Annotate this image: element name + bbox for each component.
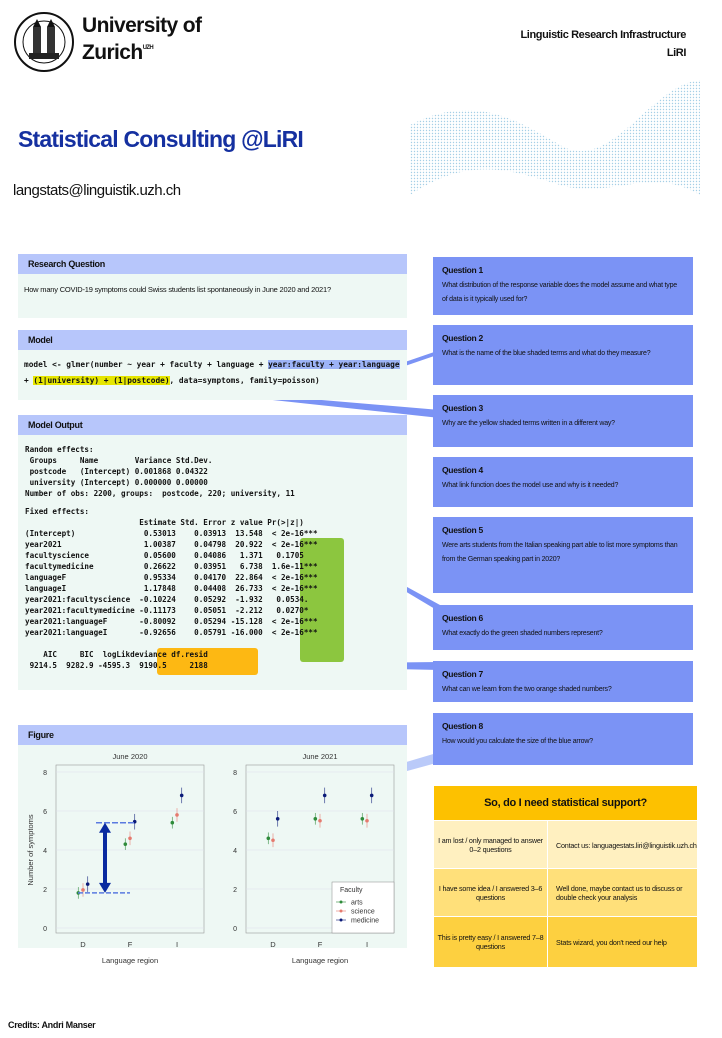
std-error: 0.05051 [194,606,227,615]
question-title: Question 5 [442,525,483,535]
data-point-medicine [370,794,374,798]
y-tick-label: 0 [43,926,47,933]
x-tick-label: F [317,940,323,949]
legend-label: medicine [351,917,380,925]
p-value: 0.0534 [276,595,304,604]
p-value: 0.0270 [276,606,304,615]
question-title: Question 1 [442,265,483,275]
significance: *** [303,628,318,637]
fit-logLik: -4595.3 [98,661,131,670]
fixed-effects-row [25,572,322,583]
z-value: 26.733 [235,584,263,593]
fit-header [25,649,208,660]
estimate: 1.00387 [143,540,176,549]
fixed-effects-row [25,561,322,572]
fixed-effects-row [25,594,322,605]
support-advice: Contact us: languagestats.liri@linguistik.uzh.ch [556,840,697,850]
significance: *** [303,562,318,571]
support-condition: This is pretty easy / I answered 7–8 questions [434,917,548,967]
question-text: Why are the yellow shaded terms written in a different way? [442,420,615,427]
poster-title: Statistical Consulting @LiRI [18,126,303,152]
std-error: 0.05791 [194,628,227,637]
credits: Credits: Andri Manser [8,1020,96,1030]
p-value: < 2e-16 [271,628,304,637]
std-error: 0.03913 [194,529,227,538]
fit-deviance: deviance [130,650,167,659]
question-text: What link function does the model use and why is it needed? [442,482,619,489]
y-axis-label: Number of symptoms [26,814,35,886]
significance: *** [303,573,318,582]
z-value: -2.212 [235,606,263,615]
data-point-arts [267,837,271,841]
p-value: < 2e-16 [271,529,304,538]
x-tick-label: I [365,940,369,949]
p-value: < 2e-16 [271,573,304,582]
support-row [434,820,697,869]
institute-name: Linguistic Research Infrastructure [520,29,686,41]
symptoms-chart [0,745,420,970]
legend-marker [340,901,343,904]
p-value: < 2e-16 [271,584,304,593]
question-text: How would you calculate the size of the blue arrow? [442,738,593,745]
blue-arrow-head-up [99,823,111,833]
z-value: -1.932 [235,595,263,604]
support-advice: Well done, maybe contact us to discuss or double check your analysis [556,884,683,902]
support-heading: So, do I need statistical support? [434,786,697,820]
data-point-medicine [276,817,280,821]
z-value: 22.864 [235,573,263,582]
x-axis-label: Language region [101,956,159,965]
model-code [18,350,407,396]
std-error: 0.03951 [194,562,227,571]
model-output-body [18,435,407,690]
question-card-2 [433,325,693,385]
model-code-args: , data=symptoms, family=poisson) [169,376,320,385]
std-error: Std. Error [180,518,227,527]
data-point-science [81,888,85,892]
university-name-line2: Zurich [82,41,143,64]
panel-title: June 2020 [112,752,148,761]
question-card-6 [433,605,693,650]
question-title: Question 3 [442,403,483,413]
estimate: -0.11173 [139,606,176,615]
data-point-medicine [323,794,327,798]
data-point-arts [361,817,365,821]
std-error: 0.05292 [194,595,227,604]
question-text: What distribution of the response variable does the model assume and what type of data is it typically used for? [442,282,677,303]
legend-label: arts [351,899,363,907]
data-point-science [365,819,369,823]
std-error: 0.04798 [194,540,227,549]
contact-email-link[interactable]: langstats@linguistik.uzh.ch [13,182,181,199]
p-value: < 2e-16 [271,617,304,626]
question-card-7 [433,661,693,702]
panel-title: June 2021 [302,752,338,761]
std-error: 0.04170 [194,573,227,582]
fit-AIC: AIC [43,650,57,659]
z-value: -15.128 [230,617,263,626]
question-card-3 [433,395,693,447]
fixed-effects-row [25,616,322,627]
std-error: 0.04408 [194,584,227,593]
question-card-4 [433,457,693,507]
row-label: year2021 [25,540,62,549]
fixed-effects-row [25,528,322,539]
question-title: Question 7 [442,669,483,679]
fixed-effects-title: Fixed effects: [25,507,90,516]
fit-AIC: 9214.5 [29,661,57,670]
data-point-science [175,813,179,817]
fit-logLik: logLik [102,650,131,659]
y-tick-label: 8 [233,770,237,777]
estimate: 0.26622 [143,562,176,571]
question-text: What exactly do the green shaded numbers represent? [442,630,603,637]
legend-title: Faculty [340,887,363,894]
estimate: -0.10224 [139,595,176,604]
model-heading: Model [18,330,407,350]
research-question-body [18,274,407,318]
question-card-5 [433,517,693,593]
fixed-effects-table [25,517,322,638]
std-error: 0.04086 [194,551,227,560]
z-value: 20.922 [235,540,263,549]
y-tick-label: 4 [43,848,47,855]
fixed-effects-row [25,583,322,594]
university-abbr: UZH [142,45,154,51]
significance: *** [303,529,318,538]
fixed-effects-row [25,550,322,561]
question-card-8 [433,713,693,765]
y-tick-label: 0 [233,926,237,933]
x-tick-label: D [80,940,86,949]
estimate: -0.80092 [139,617,176,626]
fit-df-resid: 2188 [189,661,208,670]
row-label: year2021:facultyscience [25,595,131,604]
question-title: Question 2 [442,333,483,343]
p-value: < 2e-16 [271,540,304,549]
y-tick-label: 8 [43,770,47,777]
yellow-shaded-terms: (1|university) + (1|postcode) [33,376,170,385]
row-label: year2021:facultymedicine [25,606,135,615]
institute-abbr: LiRI [666,47,686,59]
z-value: z value [230,518,263,527]
y-tick-label: 2 [43,887,47,894]
question-title: Question 8 [442,721,483,731]
row-label: (Intercept) [25,529,76,538]
data-point-science [128,837,132,841]
estimate: 0.53013 [143,529,176,538]
estimate: 0.95334 [143,573,176,582]
row-label: facultymedicine [25,562,94,571]
p-value: Pr(>|z|) [267,518,304,527]
data-point-arts [124,842,128,846]
support-row [434,868,697,917]
random-effects-output: Random effects: Groups Name Variance Std.Dev. postcode (Intercept) 0.001868 0.04322 university (Intercept) 0.000000 0.00000 Number of obs: 2200, groups: postcode, 220; university, 11 [25,445,295,498]
z-value: 6.738 [239,562,263,571]
estimate: 1.17848 [143,584,176,593]
support-condition: I am lost / only managed to answer 0–2 questions [434,821,548,869]
row-label: year2021:languageI [25,628,108,637]
significance: * [303,606,309,615]
row-label: year2021:languageF [25,617,108,626]
fit-BIC: BIC [79,650,94,659]
model-fit-table [25,649,208,671]
question-text: What is the name of the blue shaded terms and what do they measure? [442,350,651,357]
fit-values [25,660,208,671]
model-code-fixed: model <- glmer(number ~ year + faculty + language + [24,360,269,369]
question-title: Question 6 [442,613,483,623]
row-label: languageF [25,573,67,582]
fit-df-resid: df.resid [171,650,208,659]
significance: *** [303,584,318,593]
fit-deviance: 9190.5 [139,661,167,670]
data-point-science [271,838,275,842]
y-tick-label: 6 [233,809,237,816]
estimate: -0.92656 [139,628,176,637]
question-text: What can we learn from the two orange shaded numbers? [442,686,612,693]
row-label: languageI [25,584,67,593]
y-tick-label: 2 [233,887,237,894]
x-axis-label: Language region [291,956,349,965]
figure-heading: Figure [18,725,407,745]
fixed-effects-header [25,517,322,528]
significance: . [303,595,309,604]
data-point-medicine [86,882,90,886]
data-point-science [318,819,322,823]
data-point-arts [171,821,175,825]
support-condition: I have some idea / I answered 3–6 questions [434,869,548,917]
research-question-text: How many COVID-19 symptoms could Swiss students list spontaneously in June 2020 and 2021? [24,285,331,294]
question-title: Question 4 [442,465,483,475]
support-advice: Stats wizard, you don't need our help [556,937,667,947]
significance: *** [303,540,318,549]
research-question-heading: Research Question [18,254,407,274]
fixed-effects-row [25,627,322,638]
model-output-heading: Model Output [18,415,407,435]
legend-label: science [351,908,375,916]
z-value: -16.000 [230,628,263,637]
y-tick-label: 6 [43,809,47,816]
fixed-effects-row [25,605,322,616]
legend-marker [340,919,343,922]
question-text: Were arts students from the Italian speaking part able to list more symptoms than from the German speaking part in 2020? [442,542,678,563]
y-tick-label: 4 [233,848,237,855]
blue-arrow-head-down [99,883,111,893]
estimate: 0.05600 [143,551,176,560]
university-name-line1: University of [82,14,202,37]
model-code-plus: + [24,376,34,385]
p-value: 1.6e-11 [271,562,304,571]
data-point-medicine [180,794,184,798]
x-tick-label: D [270,940,276,949]
z-value: 1.371 [239,551,263,560]
row-label: facultyscience [25,551,90,560]
data-point-arts [314,817,318,821]
fit-BIC: 9282.9 [66,661,94,670]
std-error: 0.05294 [194,617,227,626]
legend-marker [340,910,343,913]
p-value: 0.1705 [276,551,304,560]
model-body [18,350,407,400]
fixed-effects-row [25,539,322,550]
x-tick-label: I [175,940,179,949]
x-tick-label: F [127,940,133,949]
question-card-1 [433,257,693,315]
z-value: 13.548 [235,529,263,538]
estimate: Estimate [139,518,176,527]
support-row [434,916,697,967]
blue-shaded-terms: year:faculty + year:language [268,360,400,369]
significance: *** [303,617,318,626]
